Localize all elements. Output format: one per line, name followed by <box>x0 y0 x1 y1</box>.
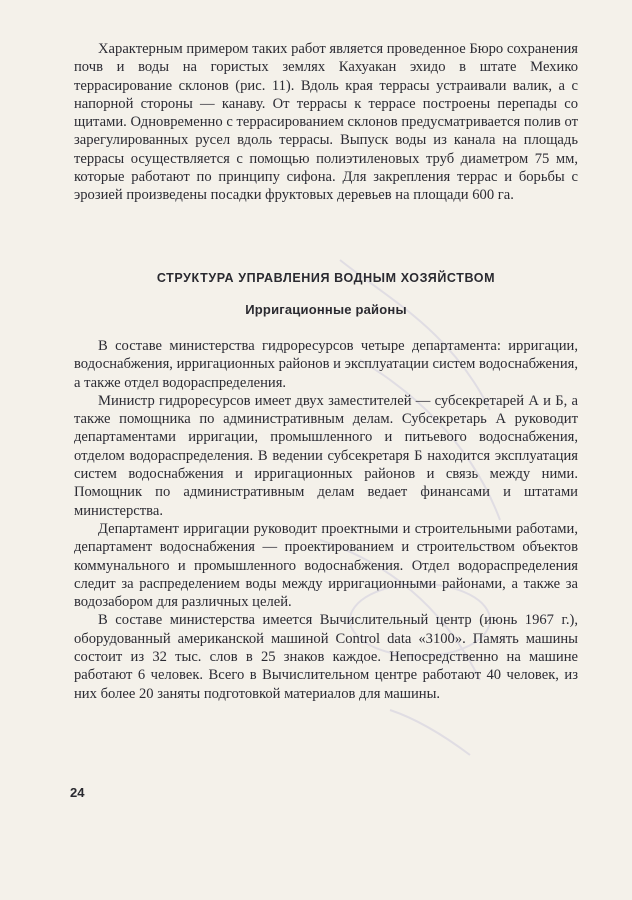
intro-paragraph: Характерным примером таких работ является проведенное Бюро сохранения почв и воды на гористых землях Кахуакан эхидо в штате Мехико террасирование склонов (рис. 11). Вдоль края террасы устраивали валик, а с напорной стороны — канаву. От террасы к террасе построены перепады со щитами. Одновременно с террасированием склонов предусматривается полив от зарегулированных русел вдоль террасы. Выпуск воды из канала на площадь террасы осуществляется с помощью полиэтиленовых труб диаметром 75 мм, которые работают по принципу сифона. Для закрепления террас и борьбы с эрозией произведены посадки фруктовых деревьев на площади 600 га. <box>74 41 578 204</box>
paragraph-irrigation-department: Департамент ирригации руководит проектными и строительными работами, департамент водоснабжения — проектированием и строительством объектов коммунального и промышленного водоснабжения. Отдел водораспределения следит за распределением воды между ирригационными районами, а также за водозабором для различных целей. <box>74 520 578 611</box>
sub-heading: Ирригационные районы <box>245 302 407 317</box>
section-heading: СТРУКТУРА УПРАВЛЕНИЯ ВОДНЫМ ХОЗЯЙСТВОМ <box>156 271 496 285</box>
paragraph-computing-center: В составе министерства имеется Вычислительный центр (июнь 1967 г.), оборудованный американской машиной Control data «3100». Память машины состоит из 32 тыс. слов в 25 знаков каждое. Непосредственно на машине работают 6 человек. Всего в Вычислительном центре работают 40 человек, из них более 20 заняты подготовкой материалов для машины. <box>74 612 578 702</box>
page-number: 24 <box>70 785 85 800</box>
paragraph-departments: В составе министерства гидроресурсов четыре департамента: ирригации, водоснабжения, ирригационных районов и эксплуатации систем водоснабжения, а также отдел водораспределения. <box>74 338 578 391</box>
intro-paragraph-block <box>74 40 578 205</box>
paragraph-minister-deputies: Министр гидроресурсов имеет двух заместителей — субсекретарей А и Б, а также помощника по административным делам. Субсекретарь А руководит департаментами ирригации, промышленного и питьевого водоснабжения, отделом водораспределения. В ведении субсекретаря Б находится эксплуатация систем водоснабжения и ирригационных районов и связь между ними. Помощник по административным делам ведает финансами и штатами министерства. <box>74 392 578 519</box>
body-text <box>74 337 578 703</box>
